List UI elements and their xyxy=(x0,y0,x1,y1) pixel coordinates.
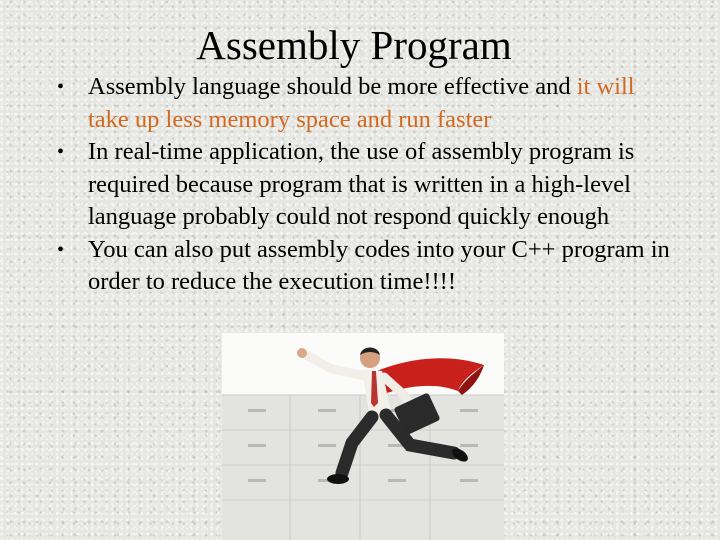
superhero-businessman-image xyxy=(222,333,504,540)
bullet-text: Assembly language should be more effective and xyxy=(88,73,571,100)
bullet-item xyxy=(55,136,675,234)
bullet-marker: • xyxy=(57,76,65,98)
bullet-item xyxy=(55,234,675,299)
bullet-marker: • xyxy=(57,141,65,163)
slide-title: Assembly Program xyxy=(196,22,512,68)
bullet-text: In real-time application, the use of assembly program is required because program that is written in a high-level language probably could not respond quickly enough xyxy=(88,138,635,230)
bullet-list xyxy=(55,71,675,299)
superhero-businessman-illustration xyxy=(222,333,504,540)
bullet-marker: • xyxy=(57,238,65,261)
bullet-highlight-text: it will take up less memory space and run faster xyxy=(88,73,635,133)
bullet-item xyxy=(55,71,675,136)
bullet-text: You can also put assembly codes into your C++ program in order to reduce the execution time!!!! xyxy=(88,235,670,295)
